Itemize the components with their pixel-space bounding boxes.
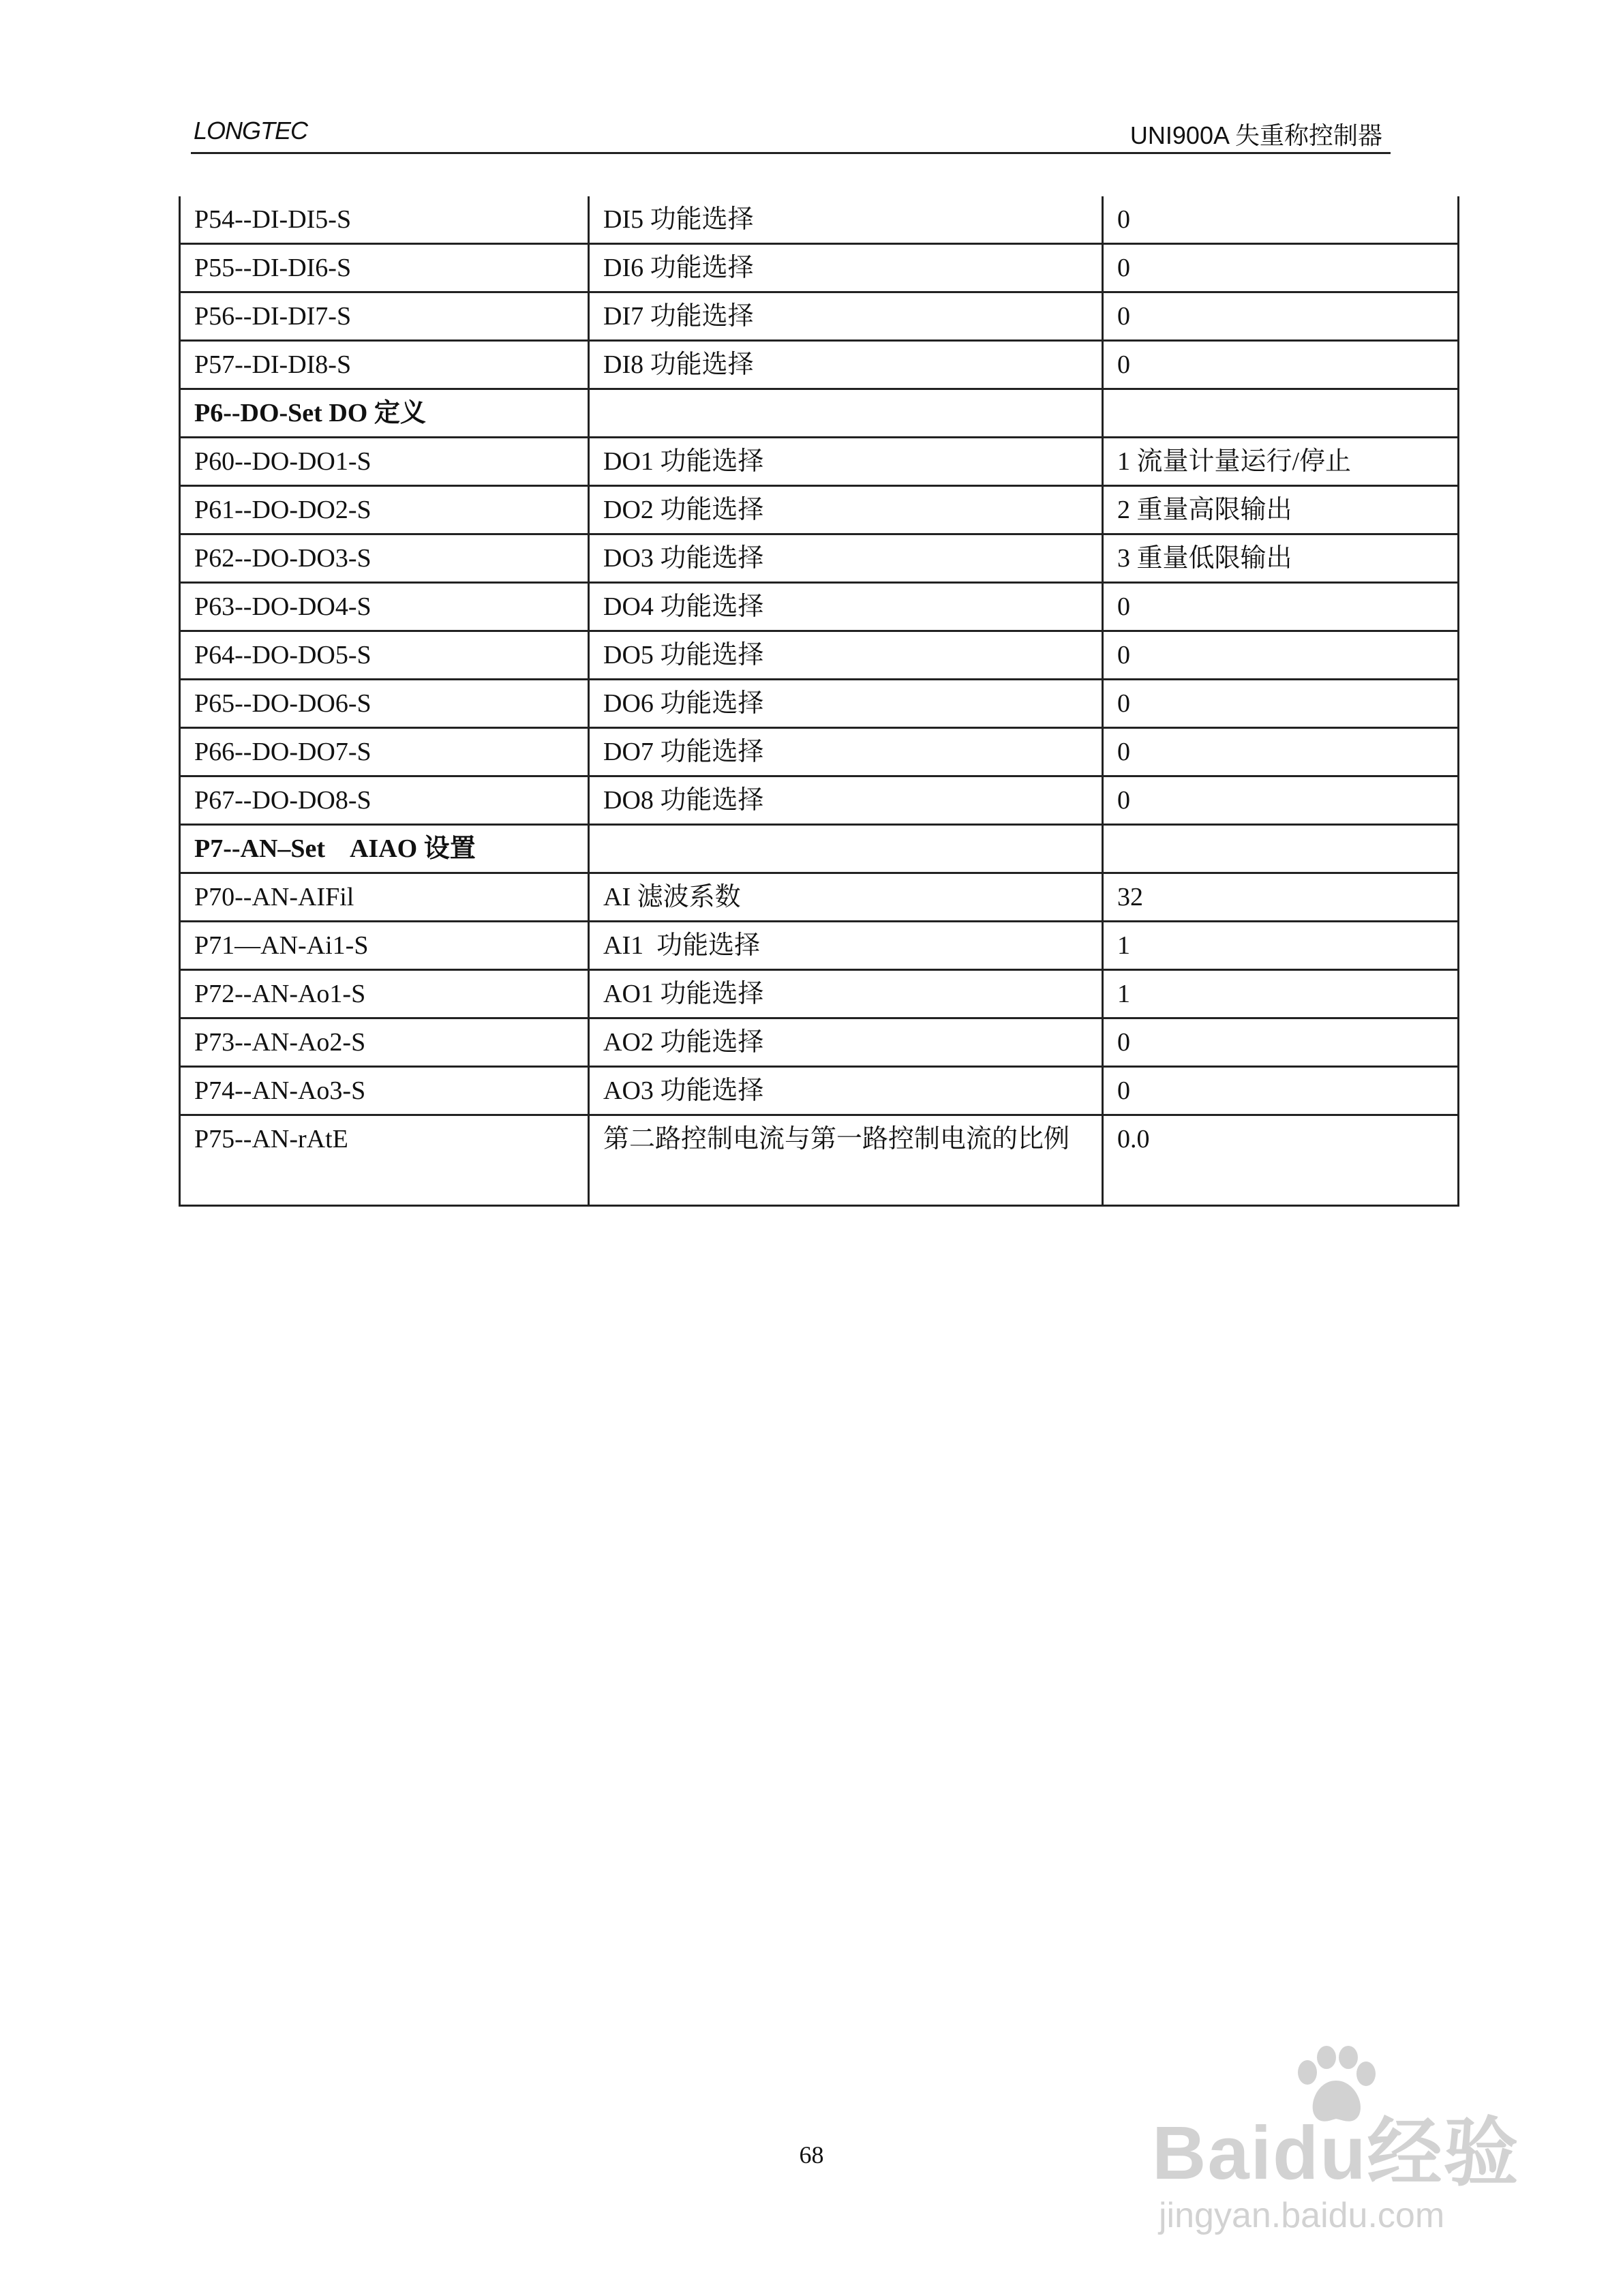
param-value: 0 [1103, 1067, 1459, 1115]
param-code: P61--DO-DO2-S [180, 486, 589, 534]
param-desc: DO5 功能选择 [589, 631, 1103, 680]
param-value: 32 [1103, 873, 1459, 922]
param-code: P65--DO-DO6-S [180, 680, 589, 728]
param-code: P55--DI-DI6-S [180, 244, 589, 292]
page-number: 68 [799, 2141, 824, 2169]
param-desc: DO6 功能选择 [589, 680, 1103, 728]
param-desc: AO3 功能选择 [589, 1067, 1103, 1115]
param-value: 1 流量计量运行/停止 [1103, 438, 1459, 486]
param-code: P74--AN-Ao3-S [180, 1067, 589, 1115]
table-row [180, 583, 1459, 631]
param-code: P60--DO-DO1-S [180, 438, 589, 486]
parameter-table [179, 196, 1459, 1207]
watermark-url: jingyan.baidu.com [1159, 2196, 1445, 2235]
param-desc: AO1 功能选择 [589, 970, 1103, 1018]
param-desc [589, 389, 1103, 438]
table-row [180, 341, 1459, 389]
param-value: 0 [1103, 583, 1459, 631]
param-value [1103, 825, 1459, 873]
param-value: 3 重量低限输出 [1103, 534, 1459, 583]
param-code: P75--AN-rAtE [180, 1115, 589, 1206]
table-row [180, 438, 1459, 486]
param-value: 0 [1103, 728, 1459, 776]
param-code: P71—AN-Ai1-S [180, 922, 589, 970]
param-value: 0 [1103, 631, 1459, 680]
table-row [180, 292, 1459, 341]
section-row-do [180, 389, 1459, 438]
section-title: P6--DO-Set DO 定义 [180, 389, 589, 438]
table-row [180, 970, 1459, 1018]
section-row-aiao [180, 825, 1459, 873]
param-desc: DO4 功能选择 [589, 583, 1103, 631]
param-desc: DO8 功能选择 [589, 776, 1103, 825]
param-code: P54--DI-DI5-S [180, 196, 589, 244]
param-code: P56--DI-DI7-S [180, 292, 589, 341]
param-desc: DO2 功能选择 [589, 486, 1103, 534]
param-desc: DI5 功能选择 [589, 196, 1103, 244]
param-desc: DI7 功能选择 [589, 292, 1103, 341]
param-value: 1 [1103, 970, 1459, 1018]
param-code: P73--AN-Ao2-S [180, 1018, 589, 1067]
param-code: P72--AN-Ao1-S [180, 970, 589, 1018]
param-value: 0 [1103, 341, 1459, 389]
baidu-watermark [1152, 2045, 1534, 2250]
param-desc: AI 滤波系数 [589, 873, 1103, 922]
param-value: 0 [1103, 292, 1459, 341]
param-desc: DI8 功能选择 [589, 341, 1103, 389]
table-row [180, 244, 1459, 292]
table-row [180, 1067, 1459, 1115]
param-code: P64--DO-DO5-S [180, 631, 589, 680]
param-desc [589, 825, 1103, 873]
page-header [191, 112, 1391, 154]
param-value: 0.0 [1103, 1115, 1459, 1206]
table-row [180, 776, 1459, 825]
param-desc: DI6 功能选择 [589, 244, 1103, 292]
param-desc: DO3 功能选择 [589, 534, 1103, 583]
param-desc: AO2 功能选择 [589, 1018, 1103, 1067]
table-row [180, 1018, 1459, 1067]
param-code: P66--DO-DO7-S [180, 728, 589, 776]
param-code: P63--DO-DO4-S [180, 583, 589, 631]
table-row [180, 873, 1459, 922]
param-desc: AI1 功能选择 [589, 922, 1103, 970]
param-value: 0 [1103, 680, 1459, 728]
param-code: P57--DI-DI8-S [180, 341, 589, 389]
table-row [180, 486, 1459, 534]
param-value: 1 [1103, 922, 1459, 970]
param-code: P67--DO-DO8-S [180, 776, 589, 825]
param-desc: DO7 功能选择 [589, 728, 1103, 776]
param-value: 0 [1103, 776, 1459, 825]
watermark-brand: Baidu经验 [1152, 2111, 1520, 2195]
section-title: P7--AN–Set AIAO 设置 [180, 825, 589, 873]
param-desc: DO1 功能选择 [589, 438, 1103, 486]
table-row [180, 196, 1459, 244]
param-value: 2 重量高限输出 [1103, 486, 1459, 534]
param-value: 0 [1103, 196, 1459, 244]
param-value: 0 [1103, 1018, 1459, 1067]
param-desc: 第二路控制电流与第一路控制电流的比例 [589, 1115, 1103, 1206]
table-row [180, 922, 1459, 970]
param-value [1103, 389, 1459, 438]
table-row [180, 728, 1459, 776]
param-code: P70--AN-AIFil [180, 873, 589, 922]
table-row [180, 534, 1459, 583]
header-brand: LONGTEC [194, 117, 308, 145]
table-row [180, 631, 1459, 680]
param-value: 0 [1103, 244, 1459, 292]
table-row [180, 680, 1459, 728]
header-title: UNI900A 失重称控制器 [1129, 121, 1382, 149]
param-code: P62--DO-DO3-S [180, 534, 589, 583]
table-row [180, 1115, 1459, 1206]
